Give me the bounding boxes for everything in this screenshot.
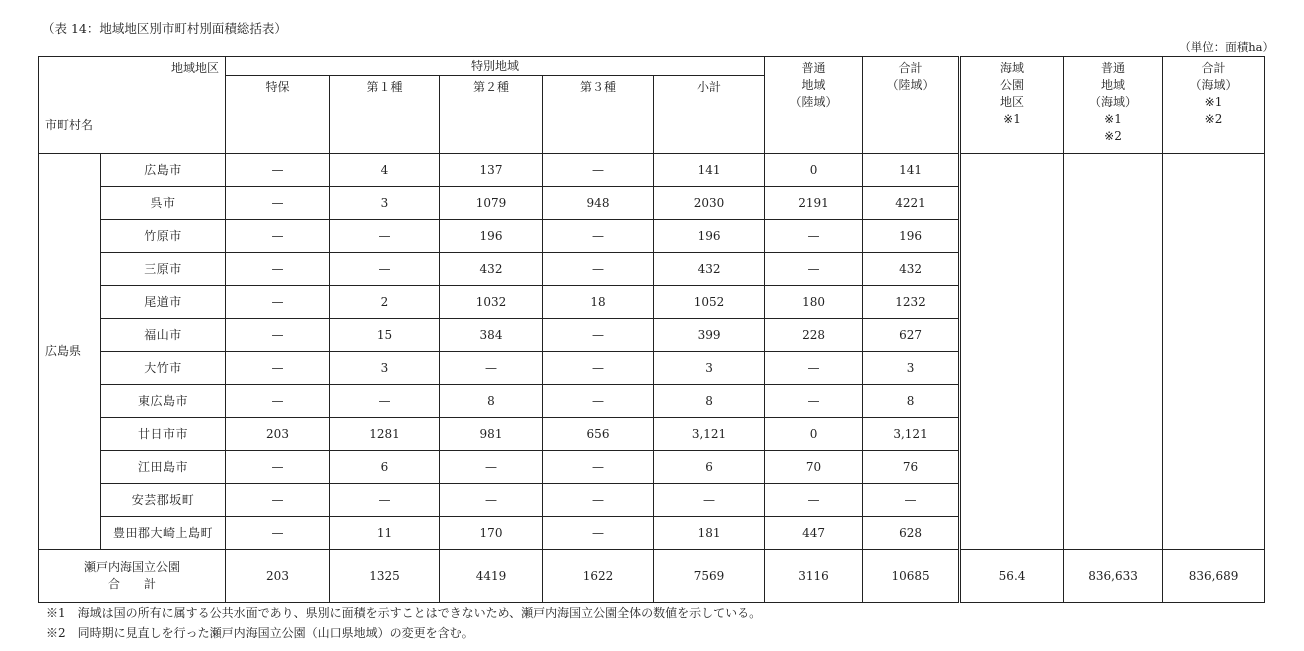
class2-cell: 384: [440, 319, 543, 352]
tokuho-cell: 203: [226, 418, 330, 451]
class2-total: 4419: [440, 550, 543, 603]
total-land-cell: 3,121: [863, 418, 960, 451]
subtotal-cell: —: [654, 484, 765, 517]
ordinary-sea-header: 普通 地域 （海域） ※1 ※2: [1064, 57, 1163, 154]
subtotal-cell: 2030: [654, 187, 765, 220]
subtotal-cell: 3: [654, 352, 765, 385]
total-land-cell: —: [863, 484, 960, 517]
subtotal-cell: 196: [654, 220, 765, 253]
tokuho-cell: —: [226, 187, 330, 220]
ordinary-sea-total: 836,633: [1064, 550, 1163, 603]
ordinary-land-cell: —: [765, 253, 863, 286]
marine-park-header: 海域 公園 地区 ※1: [960, 57, 1064, 154]
class2-cell: 137: [440, 154, 543, 187]
municipality-cell: 大竹市: [101, 352, 226, 385]
ordinary-land-header: 普通 地域 （陸域）: [765, 57, 863, 154]
class1-cell: —: [330, 385, 440, 418]
tokuho-cell: —: [226, 352, 330, 385]
municipality-name-label: 市町村名: [45, 118, 94, 132]
municipality-cell: 安芸郡坂町: [101, 484, 226, 517]
footnotes: [46, 603, 761, 643]
subtotal-cell: 181: [654, 517, 765, 550]
class3-cell: —: [543, 220, 654, 253]
ordinary-land-cell: 447: [765, 517, 863, 550]
ordinary-land-cell: 2191: [765, 187, 863, 220]
class3-cell: —: [543, 319, 654, 352]
area-summary-table: [38, 56, 1265, 603]
tokuho-cell: —: [226, 484, 330, 517]
subtotal-cell: 399: [654, 319, 765, 352]
subtotal-header: 小計: [654, 76, 765, 154]
class1-cell: 2: [330, 286, 440, 319]
class1-cell: 3: [330, 187, 440, 220]
total-land-cell: 3: [863, 352, 960, 385]
tokuho-cell: —: [226, 154, 330, 187]
class3-cell: —: [543, 253, 654, 286]
header-row-1: [39, 57, 1265, 76]
class2-cell: —: [440, 484, 543, 517]
class2-cell: —: [440, 451, 543, 484]
prefecture-cell: 広島県: [39, 154, 101, 550]
class2-cell: 196: [440, 220, 543, 253]
subtotal-total: 7569: [654, 550, 765, 603]
total-sea-total: 836,689: [1163, 550, 1265, 603]
ordinary-sea-empty: [1064, 154, 1163, 550]
total-land-cell: 196: [863, 220, 960, 253]
subtotal-cell: 8: [654, 385, 765, 418]
total-land-cell: 8: [863, 385, 960, 418]
class3-total: 1622: [543, 550, 654, 603]
tokuho-header: 特保: [226, 76, 330, 154]
ordinary-land-cell: 180: [765, 286, 863, 319]
municipality-cell: 江田島市: [101, 451, 226, 484]
total-row: [39, 550, 1265, 603]
ordinary-land-cell: —: [765, 385, 863, 418]
class1-cell: 15: [330, 319, 440, 352]
total-land-total: 10685: [863, 550, 960, 603]
class1-cell: 1281: [330, 418, 440, 451]
ordinary-land-cell: —: [765, 220, 863, 253]
total-sea-header: 合計 （海域） ※1 ※2: [1163, 57, 1265, 154]
class2-header: 第２種: [440, 76, 543, 154]
subtotal-cell: 6: [654, 451, 765, 484]
municipality-cell: 三原市: [101, 253, 226, 286]
ordinary-land-cell: 0: [765, 154, 863, 187]
subtotal-cell: 1052: [654, 286, 765, 319]
ordinary-land-cell: 0: [765, 418, 863, 451]
class1-cell: 11: [330, 517, 440, 550]
class2-cell: —: [440, 352, 543, 385]
class1-cell: 6: [330, 451, 440, 484]
total-land-cell: 1232: [863, 286, 960, 319]
municipality-cell: 豊田郡大崎上島町: [101, 517, 226, 550]
footnote-1: ※1 海域は国の所有に属する公共水面であり、県別に面積を示すことはできないため、瀬戸内海国立公園全体の数値を示している。: [46, 606, 762, 620]
tokuho-cell: —: [226, 517, 330, 550]
class2-cell: 1079: [440, 187, 543, 220]
class3-header: 第３種: [543, 76, 654, 154]
class3-cell: 656: [543, 418, 654, 451]
class3-cell: —: [543, 484, 654, 517]
total-sea-empty: [1163, 154, 1265, 550]
tokuho-cell: —: [226, 253, 330, 286]
municipality-cell: 廿日市市: [101, 418, 226, 451]
table-caption: （表 14：地域地区別市町村別面積総括表）: [42, 21, 287, 36]
class2-cell: 1032: [440, 286, 543, 319]
ordinary-land-cell: —: [765, 352, 863, 385]
subtotal-cell: 141: [654, 154, 765, 187]
class3-cell: —: [543, 385, 654, 418]
class1-cell: —: [330, 484, 440, 517]
class2-cell: 432: [440, 253, 543, 286]
class3-cell: —: [543, 517, 654, 550]
total-land-cell: 627: [863, 319, 960, 352]
ordinary-land-cell: 70: [765, 451, 863, 484]
class2-cell: 8: [440, 385, 543, 418]
special-area-header: 特別地域: [226, 57, 765, 76]
unit-label: （単位：面積ha）: [1179, 40, 1274, 54]
municipality-cell: 尾道市: [101, 286, 226, 319]
municipality-cell: 福山市: [101, 319, 226, 352]
table-row: [39, 154, 1265, 187]
class3-cell: —: [543, 451, 654, 484]
tokuho-total: 203: [226, 550, 330, 603]
tokuho-cell: —: [226, 220, 330, 253]
total-land-cell: 76: [863, 451, 960, 484]
tokuho-cell: —: [226, 286, 330, 319]
class3-cell: 948: [543, 187, 654, 220]
class1-header: 第１種: [330, 76, 440, 154]
municipality-cell: 呉市: [101, 187, 226, 220]
class2-cell: 170: [440, 517, 543, 550]
class2-cell: 981: [440, 418, 543, 451]
footnote-2: ※2 同時期に見直しを行った瀬戸内海国立公園（山口県地域）の変更を含む。: [46, 626, 474, 640]
marine-park-total: 56.4: [960, 550, 1064, 603]
tokuho-cell: —: [226, 385, 330, 418]
class1-cell: —: [330, 220, 440, 253]
class1-cell: —: [330, 253, 440, 286]
total-label-cell: 瀬戸内海国立公園 合 計: [39, 550, 226, 603]
class3-cell: —: [543, 154, 654, 187]
total-land-cell: 4221: [863, 187, 960, 220]
tokuho-cell: —: [226, 319, 330, 352]
tokuho-cell: —: [226, 451, 330, 484]
class1-total: 1325: [330, 550, 440, 603]
corner-header: [39, 57, 226, 154]
total-land-cell: 432: [863, 253, 960, 286]
total-land-header: 合計 （陸域）: [863, 57, 960, 154]
ordinary-land-total: 3116: [765, 550, 863, 603]
total-land-cell: 141: [863, 154, 960, 187]
ordinary-land-cell: 228: [765, 319, 863, 352]
class1-cell: 4: [330, 154, 440, 187]
class3-cell: —: [543, 352, 654, 385]
municipality-cell: 竹原市: [101, 220, 226, 253]
marine-park-empty: [960, 154, 1064, 550]
region-district-label: 地域地区: [170, 61, 219, 75]
municipality-cell: 東広島市: [101, 385, 226, 418]
municipality-cell: 広島市: [101, 154, 226, 187]
class1-cell: 3: [330, 352, 440, 385]
subtotal-cell: 3,121: [654, 418, 765, 451]
class3-cell: 18: [543, 286, 654, 319]
total-land-cell: 628: [863, 517, 960, 550]
subtotal-cell: 432: [654, 253, 765, 286]
ordinary-land-cell: —: [765, 484, 863, 517]
